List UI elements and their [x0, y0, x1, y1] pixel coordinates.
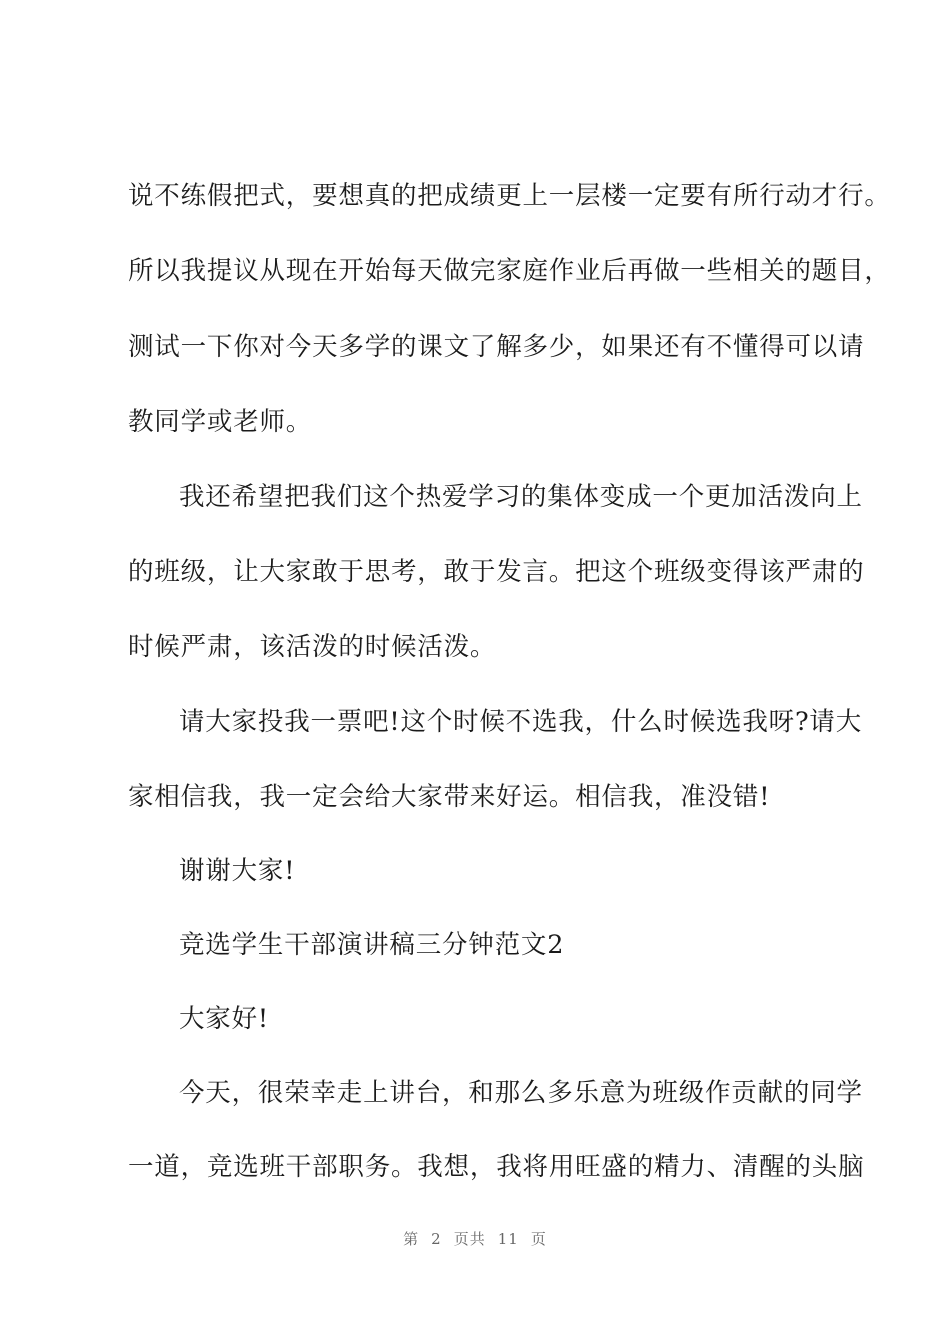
text-line: 时候严肃，该活泼的时候活泼。 [128, 632, 497, 662]
footer-suffix: 页 [530, 1230, 547, 1248]
paragraph-first-line: 谢谢大家! [179, 856, 296, 886]
text-line: 一道，竞选班干部职务。我想，我将用旺盛的精力、清醒的头脑 [128, 1152, 865, 1182]
paragraph-first-line: 我还希望把我们这个热爱学习的集体变成一个更加活泼向上 [179, 482, 863, 512]
section-heading: 竞选学生干部演讲稿三分钟范文2 [179, 930, 565, 960]
text-line: 的班级，让大家敢于思考，敢于发言。把这个班级变得该严肃的 [128, 557, 865, 587]
footer-page-number: 2 [431, 1230, 442, 1248]
footer-prefix: 第 [403, 1230, 420, 1248]
footer-mid: 页共 [453, 1230, 486, 1248]
text-line: 测试一下你对今天多学的课文了解多少，如果还有不懂得可以请 [128, 332, 865, 362]
paragraph-first-line: 大家好! [179, 1004, 269, 1034]
paragraph-first-line: 今天，很荣幸走上讲台，和那么多乐意为班级作贡献的同学 [179, 1078, 863, 1108]
paragraph-first-line: 请大家投我一票吧!这个时候不选我，什么时候选我呀?请大 [179, 707, 863, 737]
text-line: 家相信我，我一定会给大家带来好运。相信我，准没错! [128, 782, 771, 812]
page-footer [0, 1228, 950, 1249]
footer-total-pages: 11 [497, 1230, 519, 1248]
text-line: 教同学或老师。 [128, 407, 313, 437]
text-line: 所以我提议从现在开始每天做完家庭作业后再做一些相关的题目， [128, 256, 891, 286]
text-line: 说不练假把式，要想真的把成绩更上一层楼一定要有所行动才行。 [128, 181, 891, 211]
